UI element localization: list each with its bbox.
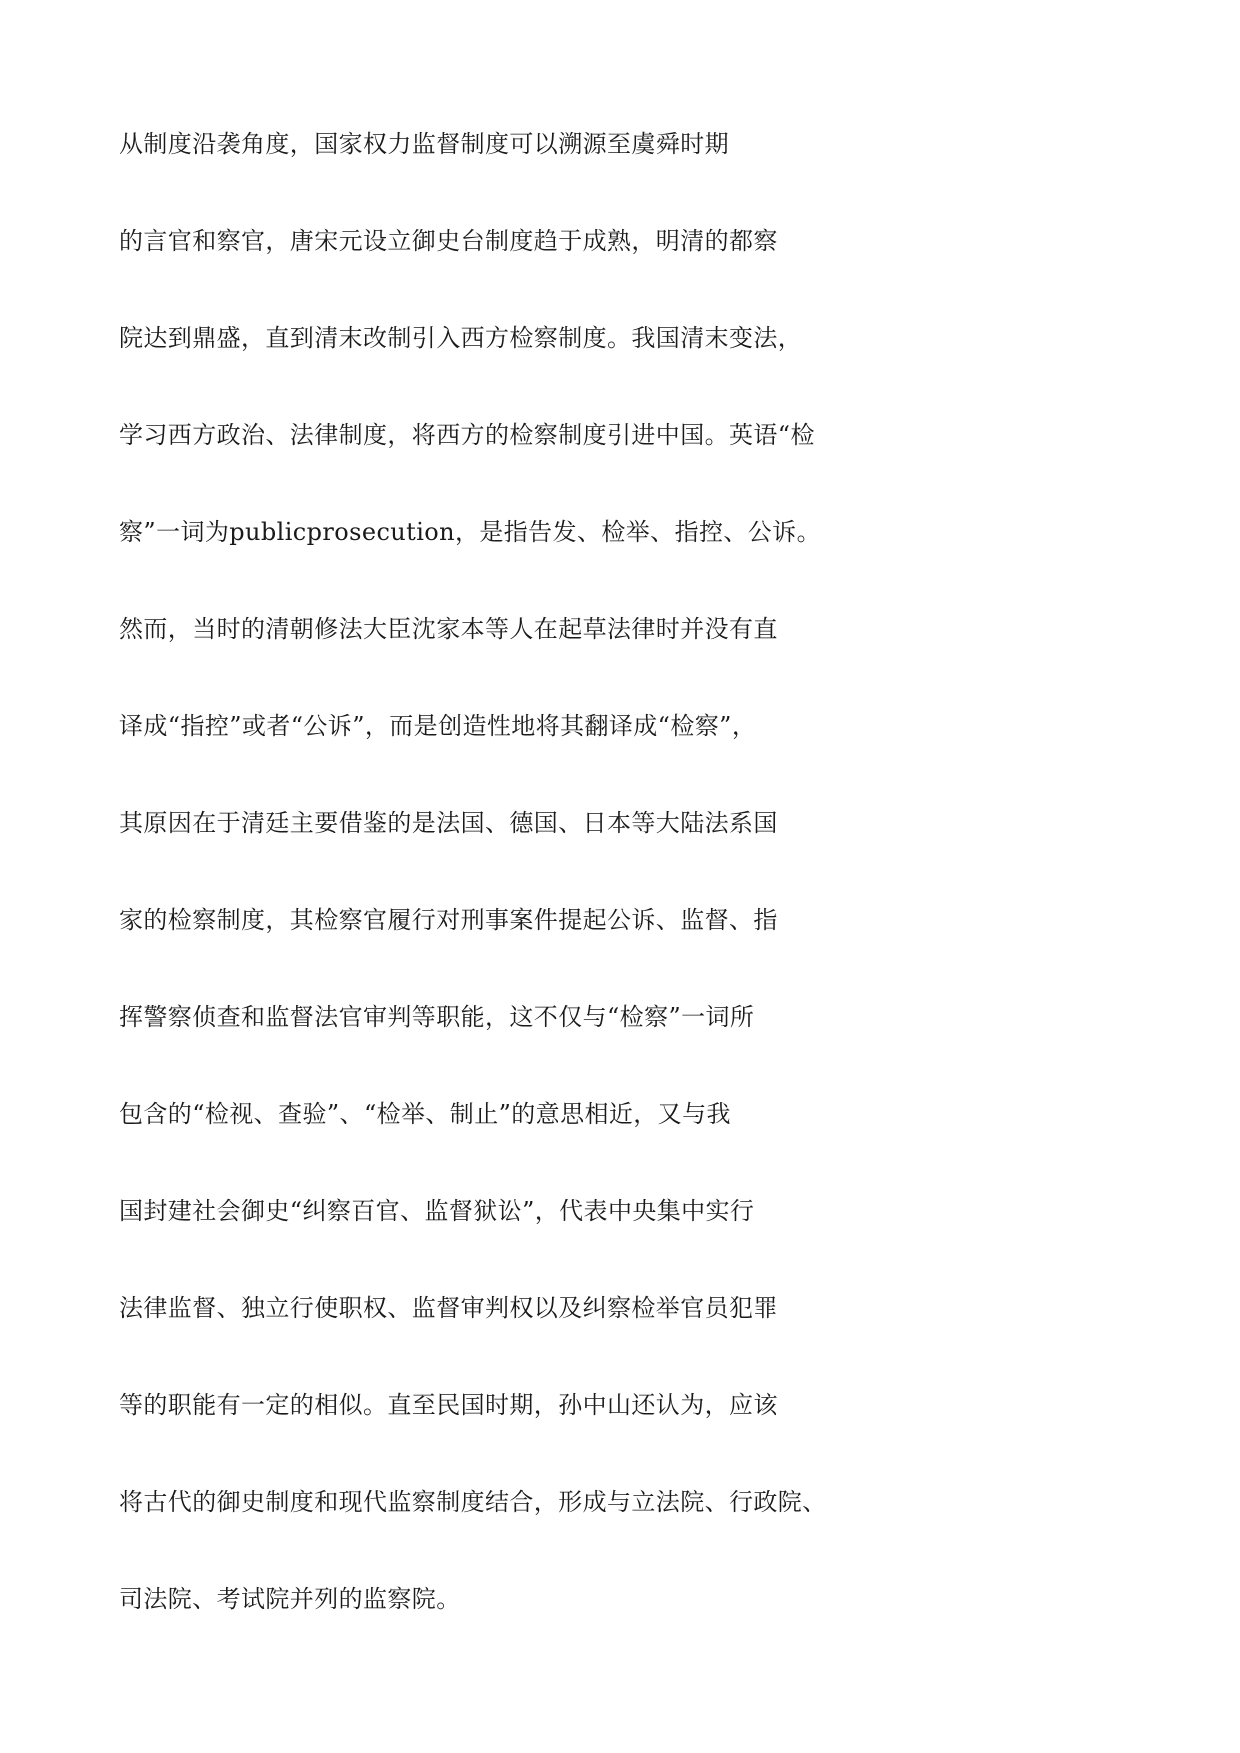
text-line-6: 然而，当时的清朝修法大臣沈家本等人在起草法律时并没有直 bbox=[119, 615, 778, 643]
text-line-16: 司法院、考试院并列的监察院。 bbox=[119, 1585, 461, 1613]
text-line-3: 院达到鼎盛，直到清末改制引入西方检察制度。我国清末变法， bbox=[119, 324, 803, 352]
text-line-15: 将古代的御史制度和现代监察制度结合，形成与立法院、行政院、 bbox=[119, 1488, 827, 1516]
text-line-9: 家的检察制度，其检察官履行对刑事案件提起公诉、监督、指 bbox=[119, 906, 778, 934]
text-line-13: 法律监督、独立行使职权、监督审判权以及纠察检举官员犯罪 bbox=[119, 1294, 778, 1322]
text-line-5: 察”一词为publicprosecution，是指告发、检举、指控、公诉。 bbox=[119, 518, 821, 546]
text-line-4: 学习西方政治、法律制度，将西方的检察制度引进中国。英语“检 bbox=[119, 421, 815, 449]
text-line-2: 的言官和察官，唐宋元设立御史台制度趋于成熟，明清的都察 bbox=[119, 227, 778, 255]
text-line-11: 包含的“检视、查验”、“检举、制止”的意思相近，又与我 bbox=[119, 1100, 731, 1128]
text-line-14: 等的职能有一定的相似。直至民国时期，孙中山还认为，应该 bbox=[119, 1391, 778, 1419]
text-line-12: 国封建社会御史“纠察百官、监督狱讼”，代表中央集中实行 bbox=[119, 1197, 755, 1225]
text-line-1: 从制度沿袭角度，国家权力监督制度可以溯源至虞舜时期 bbox=[119, 130, 729, 158]
text-line-8: 其原因在于清廷主要借鉴的是法国、德国、日本等大陆法系国 bbox=[119, 809, 778, 837]
text-line-10: 挥警察侦查和监督法官审判等职能，这不仅与“检察”一词所 bbox=[119, 1003, 755, 1031]
body-text bbox=[119, 124, 1119, 1676]
text-line-7: 译成“指控”或者“公诉”，而是创造性地将其翻译成“检察”， bbox=[119, 712, 757, 740]
